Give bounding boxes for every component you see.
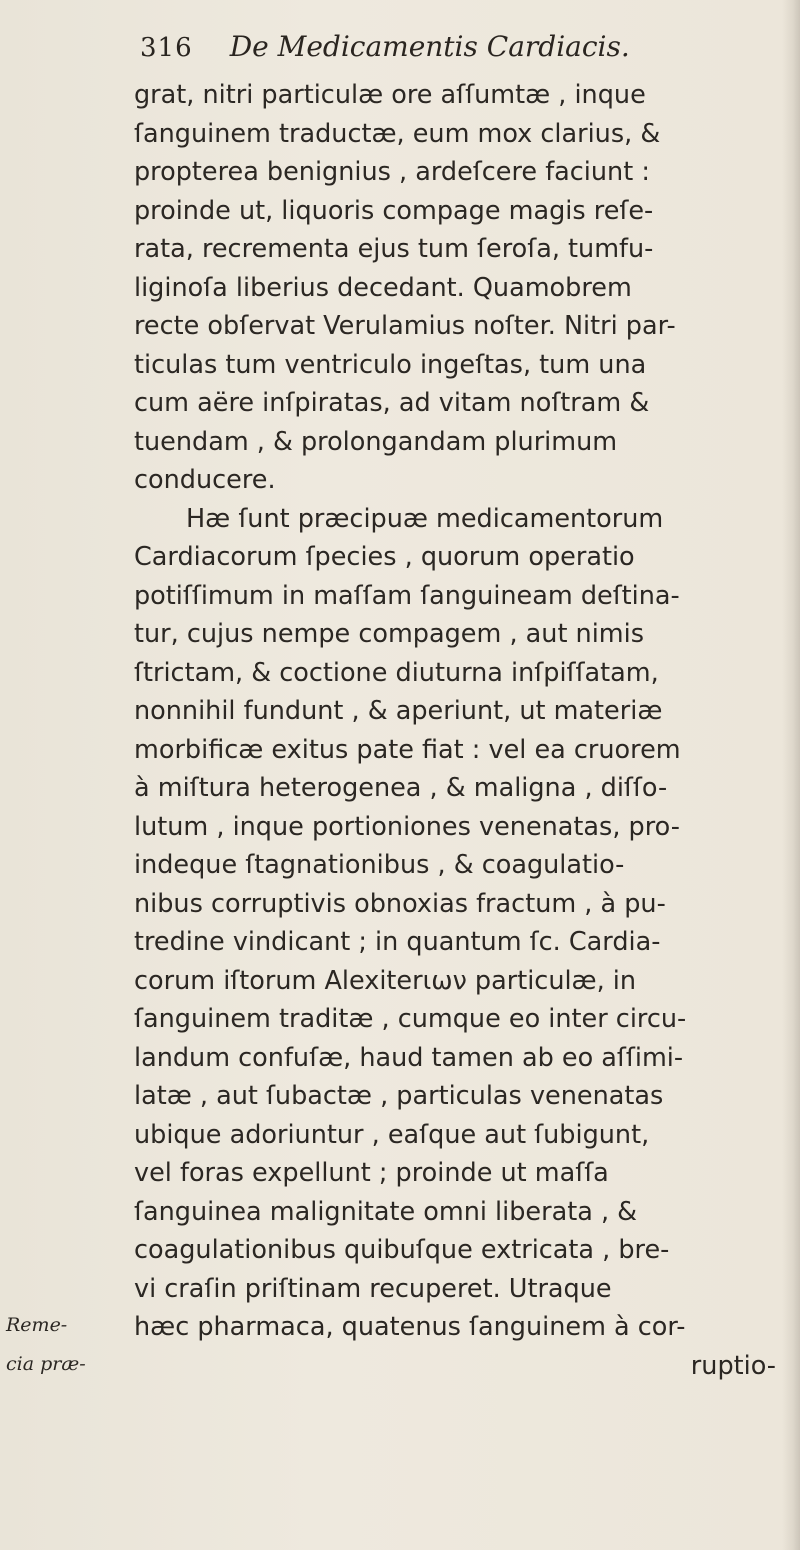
text-line: hæc pharmaca, quatenus ſanguinem à cor-: [134, 1312, 686, 1342]
body-text: [134, 76, 786, 1385]
text-line: ſanguinem traductæ, eum mox clarius, &: [134, 118, 661, 149]
text-line: tuendam , & prolongandam plurimum: [134, 426, 618, 457]
text-line: rata, recrementa ejus tum ſeroſa, tumfu-: [134, 234, 654, 264]
text-line: conducere.: [134, 465, 276, 495]
text-line: ſanguinem traditæ , cumque eo inter circu-: [134, 1004, 687, 1034]
text-line: nonnihil fundunt , & aperiunt, ut materiæ: [134, 696, 663, 726]
page-number: 316: [140, 33, 193, 63]
text-line: corum iſtorum Alexiterιων particulæ, in: [134, 965, 637, 996]
text-line: tur, cujus nempe compagem , aut nimis: [134, 619, 644, 649]
text-line: vel foras expellunt ; proinde ut maſſa: [134, 1158, 609, 1188]
text-line: tredine vindicant ; in quantum ſc. Cardia-: [134, 927, 661, 957]
text-line: Cardiacorum ſpecies , quorum operatio: [134, 542, 635, 572]
text-line: ubique adoriuntur , eaſque aut ſubigunt,: [134, 1119, 650, 1150]
text-line: ſanguinea malignitate omni liberata , &: [134, 1196, 638, 1227]
margin-note: cia præ-: [6, 1353, 86, 1375]
text-line: indeque ſtagnationibus , & coagulatio-: [134, 850, 625, 880]
text-line: proinde ut, liquoris compage magis reſe-: [134, 195, 654, 226]
margin-note: Reme-: [6, 1314, 68, 1336]
text-line: latæ , aut ſubactæ , particulas venenatas: [134, 1081, 664, 1111]
catchword-line: ruptio-: [690, 1350, 776, 1381]
text-line: coagulationibus quibuſque extricata , bre-: [134, 1235, 670, 1265]
text-line: recte obſervat Verulamius noſter. Nitri par-: [134, 311, 676, 341]
running-title: De Medicamentis Cardiacis.: [229, 30, 630, 63]
text-line: ſtrictam, & coctione diuturna inſpiſſatam,: [134, 657, 659, 688]
text-line: nibus corruptivis obnoxias fractum , à pu-: [134, 888, 666, 919]
text-line: morbificæ exitus pate fiat : vel ea cruorem: [134, 734, 681, 765]
text-line: cum aëre inſpiratas, ad vitam noſtram &: [134, 388, 650, 418]
text-line: potiſſimum in maſſam ſanguineam deſtina-: [134, 580, 680, 611]
text-line: landum confuſæ, haud tamen ab eo aſſimi-: [134, 1042, 684, 1073]
text-line: propterea benignius , ardeſcere faciunt :: [134, 157, 650, 187]
text-line: à miſtura heterogenea , & maligna , diſſo-: [134, 773, 668, 803]
page-header: [140, 30, 630, 63]
text-line: liginoſa liberius decedant. Quamobrem: [134, 272, 632, 303]
text-line: lutum , inque portioniones venenatas, pro-: [134, 811, 680, 842]
text-line: ticulas tum ventriculo ingeſtas, tum una: [134, 349, 647, 380]
text-line: grat, nitri particulæ ore aſſumtæ , inque: [134, 80, 646, 110]
text-line: vi craſin priſtinam recuperet. Utraque: [134, 1273, 612, 1304]
paragraph-start-line: Hæ ſunt præcipuæ medicamentorum: [186, 503, 664, 534]
